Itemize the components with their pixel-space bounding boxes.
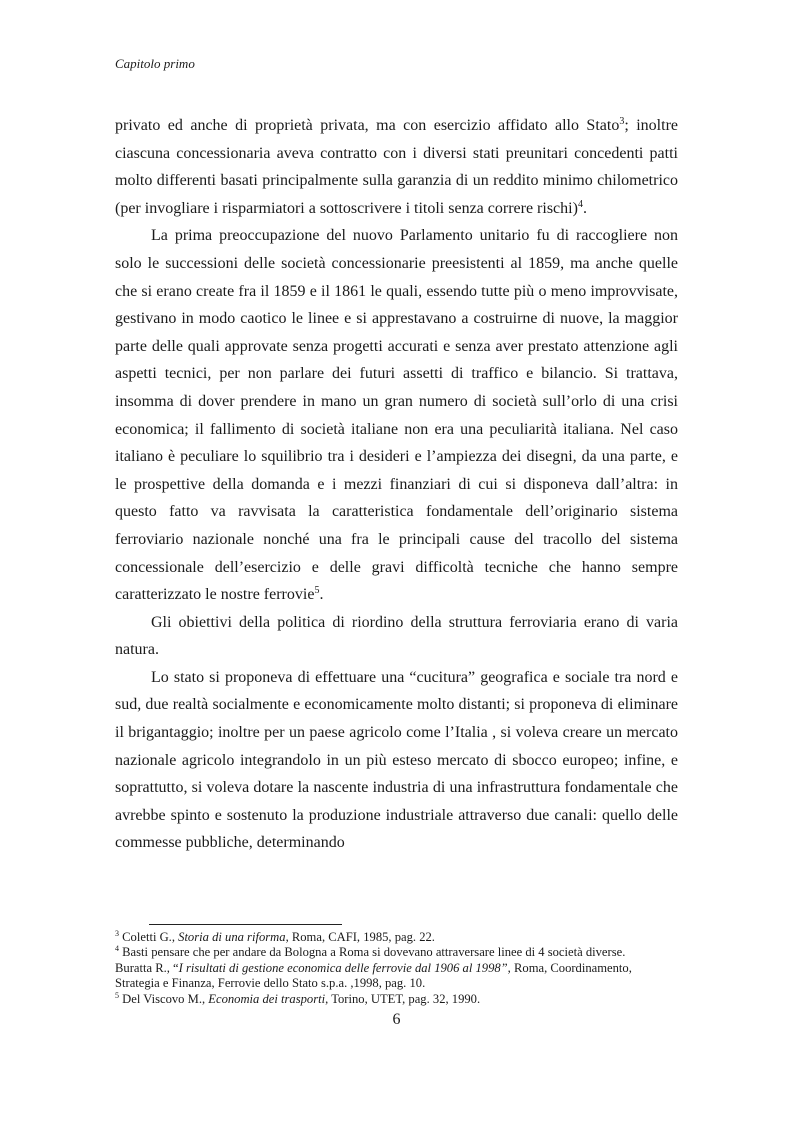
paragraph-3: Gli obiettivi della politica di riordino della struttura ferroviaria erano di varia natura. (115, 613, 678, 659)
paragraph-4: Lo stato si proponeva di effettuare una “cucitura” geografica e sociale tra nord e sud, due realtà socialmente e economicamente molto distanti; si proponeva di eliminare il brigantaggio; inoltre per un paese agricolo come l’Italia , si voleva creare un mercato nazionale agricolo integrandolo in un più esteso mercato di sbocco europeo; infine, e soprattutto, si voleva dotare la nascente industria di una infrastruttura fondamentale che avrebbe spinto e sostenuto la produzione industriale attraverso due canali: quello delle commesse pubbliche, determinando (115, 668, 678, 852)
footnote-4 (115, 945, 678, 991)
footnote-title: Storia di una riforma (178, 930, 286, 944)
footnote-number: 4 (115, 944, 119, 954)
page-number: 6 (392, 1011, 401, 1028)
footnote-number: 5 (115, 990, 119, 1000)
paragraph-text: ; inoltre ciascuna concessionaria aveva contratto con i diversi stati preunitari concedenti patti molto differenti basati principalmente sulla garanzia di un reddito minimo chilometrico (per invogliare i risparmiatori a sottoscrivere i titoli senza correre rischi) (115, 117, 679, 217)
footnote-ref-4: 4 (577, 198, 583, 210)
paragraph-text: . (582, 199, 587, 217)
body-text (115, 112, 678, 857)
footnote-ref-3: 3 (619, 116, 625, 127)
footnote-text: Roma, Coordinamento, Strategia e Finanza, Ferrovie dello Stato s.p.a. ,1998, pag. 10. (115, 960, 632, 991)
footnote-3 (115, 930, 678, 945)
footnote-text: Basti pensare che per andare da Bologna a Roma si dovevano attraversare linee di 4 società diverse. (122, 945, 626, 960)
footnote-separator (149, 924, 342, 925)
paragraph-2 (115, 222, 678, 608)
footnote-number: 3 (115, 929, 119, 938)
footnote-text: Del Viscovo M., (122, 991, 209, 1006)
paragraph-1 (115, 112, 678, 222)
footnote-title: Economia dei trasporti (208, 991, 326, 1006)
footnote-title: I risultati di gestione economica delle ferrovie dal 1906 al 1998”, (178, 960, 511, 975)
running-header: Capitolo primo (115, 56, 195, 71)
footnote-text: , Torino, UTET, pag. 32, 1990. (325, 991, 481, 1006)
footnote-text: , Roma, CAFI, 1985, pag. 22. (285, 930, 435, 944)
paragraph-text: . (319, 586, 324, 604)
paragraph-text: La prima preoccupazione del nuovo Parlamento unitario fu di raccogliere non solo le successioni delle società concessionarie preesistenti al 1859, ma anche quelle che si erano create fra il 1859 e il 1861 le quali, essendo tutte più o meno improvvisate, gestivano in modo caotico le linee e si apprestavano a costruirne di nuove, la maggior parte delle quali approvate senza progetti accurati e senza aver prestato attenzione agli aspetti tecnici, per non parlare dei futuri assetti di traffico e bilancio. Si trattava, insomma di dover prendere in mano un gran numero di società sull’orlo di una crisi economica; il fallimento di società italiane non era una peculiarità italiana. Nel caso italiano è peculiare lo squilibrio tra i desideri e l’ampiezza dei disegni, da una parte, e le prospettive della domanda e i mezzi finanziari di cui si disponeva dall’altra: in questo fatto va ravvisata la caratteristica fondamentale dell’originario sistema ferroviario nazionale nonché una fra le principali cause del tracollo del sistema concessionale dell’esercizio e delle gravi difficoltà tecniche che hanno sempre caratterizzato le nostre ferrovie (115, 227, 678, 604)
footnotes (115, 930, 678, 1007)
footnote-text: Buratta R., “ (115, 960, 179, 975)
footnote-text: Coletti G., (122, 930, 179, 944)
footnote-5 (115, 992, 678, 1007)
paragraph-text: privato ed anche di proprietà privata, ma con esercizio affidato allo Stato (115, 117, 620, 134)
footnote-ref-5: 5 (314, 585, 320, 597)
